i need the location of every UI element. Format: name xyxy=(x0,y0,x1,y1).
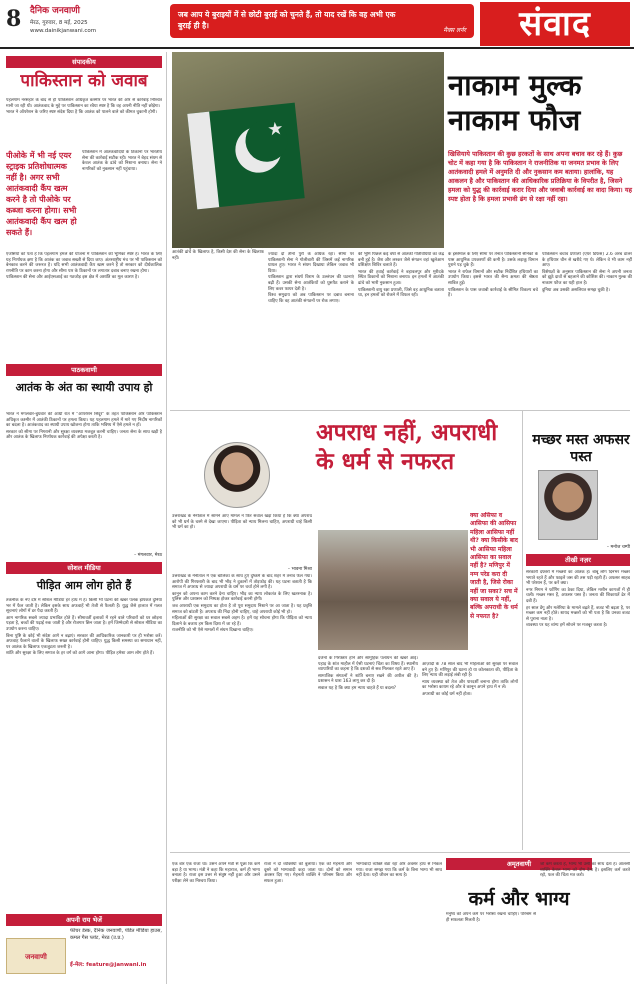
main-headline: नाकाम मुल्क नाकाम फौज xyxy=(448,68,582,137)
article-col-5: पाकिस्तान बचाव प्रणाली (एयर डिफेंस) 2.6 अरब डॉलर के हथियार चीन से खरीदे गए थे। लेकिन वे भी काम नहीं आए। विशेषज्ञों के अनुसार पाकिस्तान की सेना ने अपनी जनता को झूठे दावों से बहलाने की कोशिश की। नाकाम मुल्क की नाकाम फौज का यही हाल है। दुनिया अब उसकी असलियत समझ चुकी है। xyxy=(542,252,632,293)
quote-author: मैक्स लर्नर xyxy=(443,27,466,34)
header-rule xyxy=(0,47,634,49)
amritvani-body-1: एक बार एक राजा था। उसने अपने मंत्री से पूछा कि कर्म बड़ा है या भाग्य। मंत्री ने कहा कि महाराज, कर्म ही भाग्य बनाता है। राजा इस उत्तर से संतुष्ट नहीं हुआ और उसने परीक्षा लेने का निश्चय किया। xyxy=(172,862,260,884)
feature3-body: सरकारी दफ्तरों में मच्छरों का आतंक है। बाबू लोग दिनभर मच्छर भगाते रहते हैं और फाइलें जस की तस पड़ी रहती हैं। अफसर साहब भी परेशान हैं, पर करें क्या। नगर निगम ने फॉगिंग का ठेका दिया, लेकिन मशीन कागजों में ही चली। मच्छर मस्त हैं, अफसर पस्त हैं। जनता की शिकायतें ढेर में दबी हैं। हर साल डेंगू और मलेरिया के मामले बढ़ते हैं, बजट भी बढ़ता है, पर मच्छर कम नहीं होते। शायद मच्छरों को भी पता है कि उनका बजट से पुराना नाता है। व्यवस्था पर यह व्यंग्य हमें सोचने पर मजबूर करता है। xyxy=(526,570,630,629)
feature2-body-2: दर्जनों के गिरफ्तार होने और सामूहिक पलायन की खबरें आईं। पहाड़ के शांत माहौल में ऐसी घटनाएं चिंता का विषय हैं। स्थानीय व्यापारियों का कहना है कि दशकों से सब मिलकर रहते आए हैं। सामाजिक संगठनों ने शांति बनाए रखने की अपील की है। प्रशासन ने धारा 163 लागू कर दी है। सवाल यह है कि क्या हम न्याय चाहते हैं या बदला? xyxy=(318,656,418,691)
paper-url[interactable]: www.dainikjanwani.com xyxy=(30,28,97,34)
newspaper-logo: जनवाणी xyxy=(6,938,66,974)
feature2-body-1: उत्तराखंड के नैनीताल में एक बालिका के साथ हुए दुष्कर्म के बाद शहर में तनाव फैल गया। आरोपी की गिरफ्तारी के बाद भी भीड़ ने दुकानों में तोड़फोड़ की। यह घटना बताती है कि समाज में अपराध से ज्यादा अपराधी के धर्म पर चर्चा होने लगी है। कानून को अपना काम करने देना चाहिए। भीड़ का न्याय लोकतंत्र के लिए खतरनाक है। पुलिस और प्रशासन को निष्पक्ष होकर कार्रवाई करनी होगी। जब अपराधी एक समुदाय का होता है तो पूरा समुदाय निशाने पर आ जाता है। यह प्रवृत्ति समाज को बांटती है। अपराध की निंदा होनी चाहिए, चाहे अपराधी कोई भी हो। महिलाओं की सुरक्षा का सवाल सबसे अहम है। हमें यह सोचना होगा कि पीड़िता को न्याय दिलाने के बजाय हम किस दिशा में जा रहे हैं। राजनीति को भी ऐसे मामलों में संयम दिखाना चाहिए। xyxy=(172,574,312,634)
author-photo-man xyxy=(538,470,598,540)
quote-box xyxy=(170,4,474,38)
amritvani-headline: कर्म और भाग्य xyxy=(468,888,570,910)
editorial-pull-quote: पीओके में भी नई एयर स्ट्राइक प्रतिशोधात्मक नहीं है। अगर सभी आतंकवादी कैंप खत्म करने है तो पीओके पर कब्जा करना होगा। सभी आतंकवादी कैंप खत्म हो सकते हैं। xyxy=(6,151,77,237)
feature2-question: क्या असिफा व आसिफा की आसिफा महिला आसिफा नहीं थी? क्या किसीके बाद भी आसिफा महिला आसिफा का सवाल नहीं है? मणिपुर में नग्न परेड करा दी जाती है, जिसे रोका नहीं जा सका? सच में क्या सवाल ये नहीं, बल्कि अपराधी के धर्म से नफरत है? xyxy=(470,512,518,620)
feature2-headline: अपराध नहीं, अपराधी के धर्म से नफरत xyxy=(316,419,498,475)
star-icon: ★ xyxy=(266,117,285,141)
amritvani-body-4: मनुष्य को अपने कर्म पर भरोसा रखना चाहिए। परिश्रम से ही सफलता मिलती है। xyxy=(446,912,536,923)
editorial-body-2: पाकिस्तान में आतंकवादियों के ठिकानों पर भारतीय सेना की कार्रवाई सटीक रही। भारत ने बेहद संयम से केवल आतंक के ढांचे को निशाना बनाया। सेना ने नागरिकों को नुकसान नहीं पहुंचाया। xyxy=(82,150,162,172)
readers-byline: – मंगलवार, मेरठ xyxy=(133,553,162,558)
feature3-byline: – मनोज चम्पी xyxy=(606,545,630,550)
social-body: तकनीक के नए दौर में सोशल मीडिया हर हाथ में है। किसी भी घटना की खबर पलक झपकते दुनिया भर में फैल जाती है। लेकिन इसके साथ अफवाहें भी तेजी से फैलती हैं। युद्ध जैसे हालात में गलत सूचनाएं लोगों में डर पैदा करती हैं। आम नागरिक सबसे ज्यादा प्रभावित होते हैं। सीमावर्ती इलाकों में रहने वाले परिवारों को घर छोड़ना पड़ता है, बच्चों की पढ़ाई रुक जाती है और रोजगार छिन जाता है। हमें जिम्मेदारी से सोशल मीडिया का उपयोग करना चाहिए। बिना पुष्टि के कोई भी संदेश आगे न बढ़ाएं। सरकार की आधिकारिक जानकारी पर ही भरोसा करें। अफवाह फैलाने वालों के खिलाफ सख्त कार्रवाई होनी चाहिए। युद्ध किसी समस्या का समाधान नहीं, पर आतंक के खिलाफ एकजुटता जरूरी है। शांति और सुरक्षा के लिए समाज के हर वर्ग को आगे आना होगा। पीड़ित हमेशा आम लोग होते हैं। xyxy=(6,598,162,657)
amritvani-body-3: भाग्यवादी व्यक्ति बैठा रहा और अवसर हाथ से निकल गया। राजा समझ गया कि कर्म के बिना भाग्य भी साथ नहीं देता। यही जीवन का सत्य है। xyxy=(356,862,442,879)
letters-address: फीचर डेस्क, दैनिक जनवाणी, पंडित मीडिया हाउस, कमल गैस प्लांट, मेरठ (उ.प्र.) xyxy=(70,928,162,941)
protest-crowd-photo xyxy=(318,530,468,650)
article-col-1: आतंकी ढांचे के खिलाफ है, किसी देश की सेना के खिलाफ नहीं। xyxy=(172,250,264,261)
article-col-3: की भूमि पिछले कई वर्षों से आतंकी गतिविधियों का केंद्र बनी हुई है। जैश और लश्कर जैसे संगठन वहां खुलेआम प्रशिक्षण शिविर चलाते हैं। भारत की हवाई कार्रवाई ने बहावलपुर और मुरीदके स्थित ठिकानों को निशाना बनाया। इन हमलों में आतंकी ढांचे को भारी नुकसान हुआ। पाकिस्तानी वायु रक्षा प्रणाली, जिसे वह आधुनिक बताता था, इन हमलों को रोकने में विफल रही। xyxy=(358,252,444,299)
label-opinion: तीखी नज़र xyxy=(526,554,630,566)
feature2-intro: उत्तराखंड के नैनीताल में सामने आए मामले ने फिर सवाल खड़ा किया है कि क्या अपराध को भी धर्म के चश्मे से देखा जाएगा। पीड़िता को न्याय मिलना चाहिए, अपराधी चाहे किसी भी धर्म का हो। xyxy=(172,514,312,531)
quote-text: जब आप ये बुराइयों में से छोटी बुराई को चुनते हैं, तो याद रखें कि वह अभी एक बुराई ही है। xyxy=(178,10,396,30)
page-number: 8 xyxy=(6,6,22,32)
readers-body: भारत ने मंगलवार-बुधवार की आधी रात में "ऑपरेशन सिंदूर" के तहत पाकिस्तान और पाकिस्तान अधिकृत कश्मीर में आतंकी ठिकानों पर हमला किया। यह पहलगाम हमले में मारे गए निर्दोष नागरिकों का बदला है। आतंकवाद का स्थायी उपाय खोजना होगा ताकि भविष्य में ऐसे हमले न हों। सरकार को सीमा पर निगरानी और सुरक्षा व्यवस्था मजबूत करनी चाहिए। जनता सेना के साथ खड़ी है और आतंक के खिलाफ निर्णायक कार्रवाई की अपेक्षा करती है। xyxy=(6,412,162,441)
label-social-media: सोशल मीडिया xyxy=(6,562,162,574)
section-divider xyxy=(170,852,630,853)
editorial-body-3: एजेंसियों को पता है कि पहलगाम हमले की योजना में पाकिस्तान की भूमिका स्पष्ट है। भारत के लिए यह निर्णायक क्षण है कि आतंक का जवाब सख्ती से दिया जाए। अंतरराष्ट्रीय मंच पर भी पाकिस्तान को बेनकाब करने की जरूरत है। यदि सभी आतंकवादी कैंप खत्म करने हैं तो सरकार को दीर्घकालिक रणनीति पर काम करना होगा और सीमा पार के ठिकानों पर लगातार दबाव बनाए रखना होगा। पाकिस्तान की सेना और आईएसआई का गठजोड़ इस क्षेत्र में अशांति का मूल कारण है। xyxy=(6,252,162,281)
feature2-body-3: आज़ादी के 78 साल बाद भी महिलाओं की सुरक्षा पर सवाल बने हुए हैं। मणिपुर की घटना हो या कोलकाता की, पीड़िता के लिए न्याय की लड़ाई लंबी रही है। न्याय व्यवस्था को तेज और पारदर्शी बनाना होगा ताकि लोगों का भरोसा कायम रहे और वे कानून अपने हाथ में न लें। अपराधी का कोई धर्म नहीं होता। xyxy=(422,662,518,697)
column-divider xyxy=(522,410,523,850)
author-photo-woman xyxy=(204,442,270,508)
paper-name: दैनिक जनवाणी xyxy=(30,6,80,16)
amritvani-body-2: राजा ने दो व्यक्तियों को बुलाया। एक को मेहनती और दूसरे को भाग्यवादी कहा जाता था। दोनों को समान अवसर दिए गए। मेहनती व्यक्ति ने परिश्रम किया और सफल हुआ। xyxy=(264,862,352,884)
amritvani-body-5: जो कर्म करता है, भाग्य भी उसी का साथ देता है। आलसी व्यक्ति केवल भाग्य को दोष देता है। इसलिए कर्म करते रहो, फल की चिंता मत करो। xyxy=(540,862,630,879)
section-title: संवाद xyxy=(480,2,630,46)
article-col-4: के इस्तेमाल के लिए सीमा पर तैनात पाकिस्तानी सैनिकों के पास आधुनिक उपकरणों की कमी है। उसके लड़ाकू विमान पुराने पड़ चुके हैं। भारत ने राफेल विमानों और सटीक निर्देशित हथियारों का उपयोग किया। इससे भारत की सैन्य क्षमता की श्रेष्ठता साबित हुई। पाकिस्तान के पास जवाबी कार्रवाई के सीमित विकल्प बचे हैं। xyxy=(448,252,538,299)
feature2-byline: – भावना मिश्रा xyxy=(287,567,312,572)
column-divider xyxy=(166,52,167,984)
social-headline: पीड़ित आम लोग होते हैं xyxy=(36,579,132,592)
editorial-headline: पाकिस्तान को जवाब xyxy=(20,71,148,91)
label-readers: पाठकवाणी xyxy=(6,364,162,376)
label-letters: अपनी राय भेजें xyxy=(6,914,162,926)
label-amritvani: अमृतवाणी xyxy=(446,858,592,870)
feature3-headline: मच्छर मस्त अफसर पस्त xyxy=(532,432,630,465)
letters-email[interactable]: ई-मेल: feature@janwani.in xyxy=(70,962,147,968)
label-editorial: संपादकीय xyxy=(6,56,162,68)
section-divider xyxy=(170,410,630,411)
readers-headline: आतंक के अंत का स्थायी उपाय हो xyxy=(15,381,153,394)
editorial-body: पहलगाम नरसंहार के बाद से ही पाकिस्तान अधिकृत कश्मीर पर भारत की ओर से कार्रवाई निश्चित मानी जा रही थी। आतंकवाद के मुद्दे पर पाकिस्तान का रवैया स्पष्ट है कि वह अपनी नीति नहीं छोड़ेगा। भारत ने ऑपरेशन के जरिए स्पष्ट संदेश दिया है कि आतंक को पालने वाले को कीमत चुकानी होगी। xyxy=(6,98,162,116)
article-col-2: ज्यादा दो तीनों पुरी के अधिक रहा। सीमा पर पाकिस्तानी सेना ने गोलीबारी की जिसमें कई नागरिक घायल हुए। भारत ने संयम दिखाया लेकिन जवाब भी दिया। पाकिस्तान द्वारा संघर्ष विराम के उल्लंघन की घटनाएं बढ़ी हैं। उसकी सेना आतंकियों को घुसपैठ कराने के लिए कवर फायर देती है। विश्व समुदाय को अब पाकिस्तान पर दबाव बनाना चाहिए कि वह आतंकी संगठनों पर रोक लगाए। xyxy=(268,252,354,304)
flag-graphic xyxy=(187,103,304,210)
pakistan-flag-photo xyxy=(172,52,444,248)
paper-date: मेरठ, गुरुवार, 8 मई, 2025 xyxy=(30,20,88,26)
main-lede: खिसियाये पाकिस्तान की कुछ हरकतों के साथ अपना बचाव कर रहे हैं। कुछ चोट में कहा गया है कि पाकिस्तान ने राजनीतिक या जनमत प्रभाव के लिए आतंकवादी हमले में अनुमति दी और नुकसान कम बताया। हालांकि, यह आकलन है और पाकिस्तान की आधिकारिक प्रतिक्रिया के विपरीत है, जिसने हमला को युद्ध की कार्रवाई करार दिया और जवाबी कार्रवाई का वादा किया। यह स्पष्ट होता है कि हमला प्रभावी ढंग से रक्षा नहीं रहा। xyxy=(448,150,632,203)
